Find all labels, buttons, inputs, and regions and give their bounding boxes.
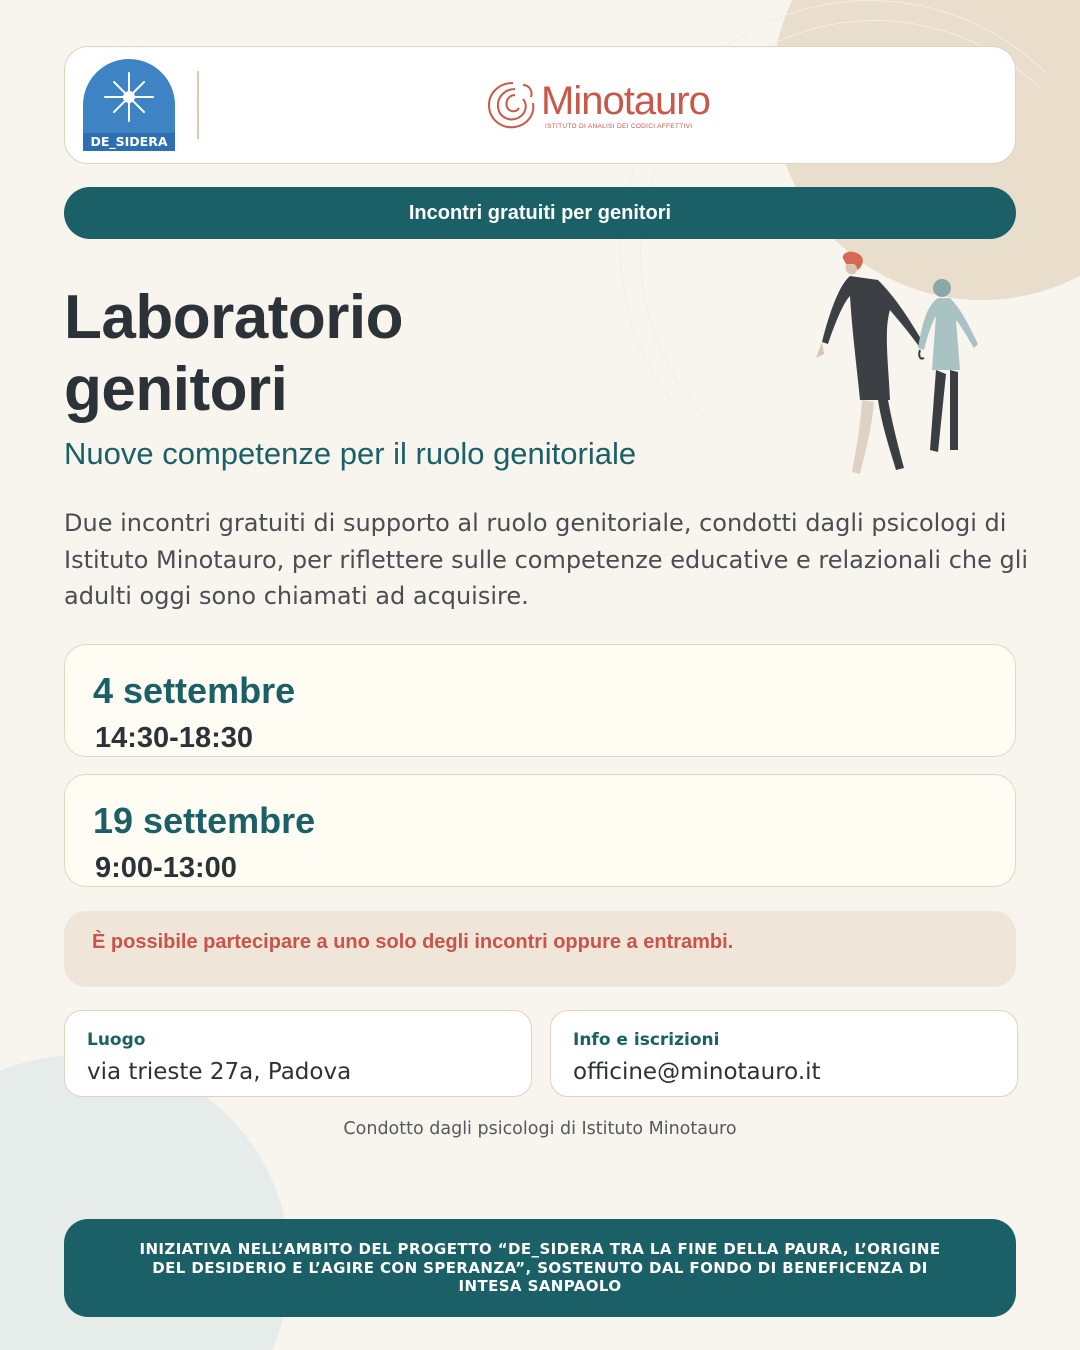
event-date: 19 settembre [93,800,316,841]
logo-header [64,46,1016,164]
location-value: via trieste 27a, Padova [87,1059,352,1085]
participation-note-text: È possibile partecipare a uno solo degli incontri oppure a entrambi. [92,931,734,953]
footer-text: INIZIATIVA NELL’AMBITO DEL PROGETTO “DE_SIDERA TRA LA FINE DELLA PAURA, L’ORIGINE DEL DESIDERIO E L’AGIRE CON SPERANZA”, SOSTENUTO DAL FONDO DI BENEFICENZA DI INTESA SANPAOLO [139,1240,941,1296]
footer-banner [64,1219,1016,1317]
desidera-logo-text: DE_SIDERA [83,133,175,151]
page-title-line-1: Laboratorio [64,283,403,352]
minotauro-logo-tagline: ISTITUTO DI ANALISI DEI CODICI AFFETTIVI [545,123,693,130]
participation-note [64,911,1016,987]
event-time: 14:30-18:30 [95,722,253,754]
contact-card [550,1010,1018,1097]
minotauro-logo-name: Minotauro [541,79,710,123]
location-label: Luogo [87,1030,146,1050]
desidera-logo [83,59,175,151]
contact-email[interactable]: officine@minotauro.it [573,1059,821,1085]
conducted-by-note: Condotto dagli psicologi di Istituto Minotauro [343,1119,737,1139]
date-card [64,644,1016,757]
event-description: Due incontri gratuiti di supporto al ruolo genitoriale, condotti dagli psicologi di Istituto Minotauro, per riflettere sulle competenze educative e relazionali che gli adulti oggi sono chiamati ad acquisire. [64,509,1029,610]
minotauro-logo-icon [485,77,541,133]
free-meetings-banner: Incontri gratuiti per genitori [64,187,1016,239]
page-title [64,282,403,426]
page-subtitle: Nuove competenze per il ruolo genitoriale [64,436,637,471]
event-date: 4 settembre [93,670,296,711]
event-time: 9:00-13:00 [95,852,237,884]
location-card [64,1010,532,1097]
contact-label: Info e iscrizioni [573,1030,720,1050]
page-title-line-2: genitori [64,355,288,424]
logo-divider [197,71,199,139]
date-card [64,774,1016,887]
parent-child-illustration [800,250,990,490]
